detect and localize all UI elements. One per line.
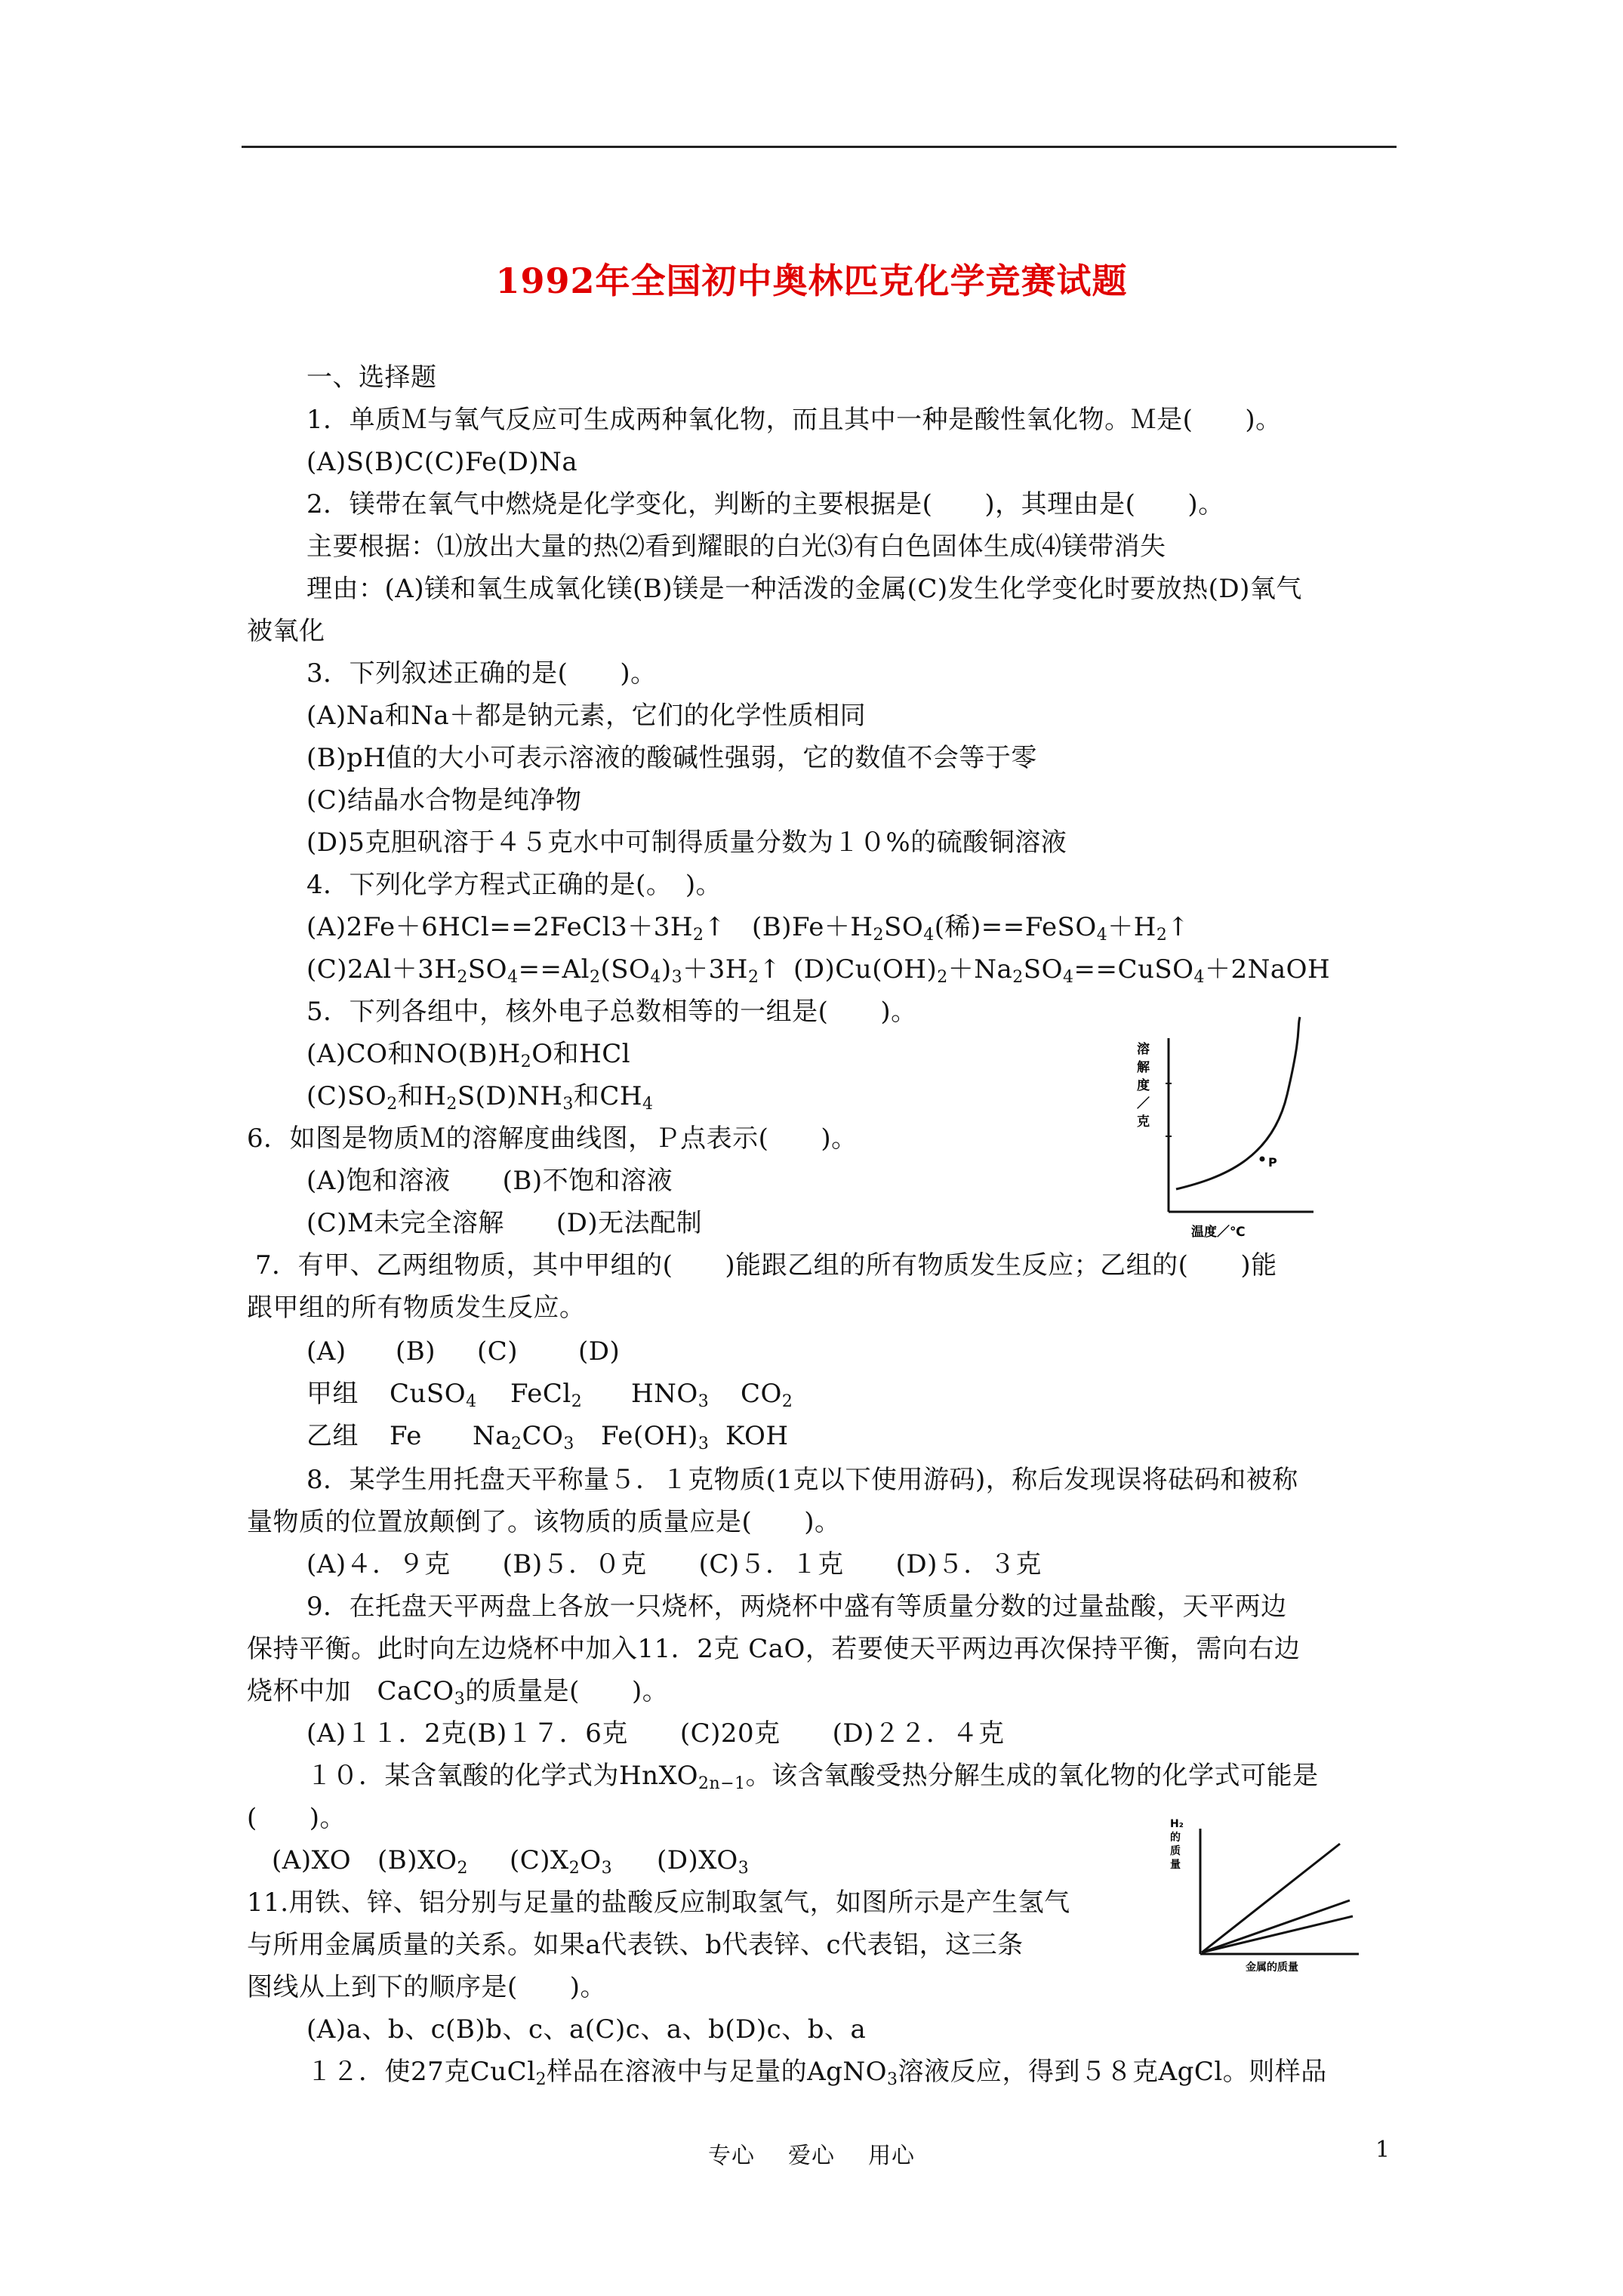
- q7-stem-cont: 跟甲组的所有物质发生反应。: [247, 1293, 586, 1323]
- q4-option-d: $(D)Cu(OH)_2+Na_2SO_4==CuSO_4+2NaOH$: [793, 954, 1331, 987]
- solubility-curve-figure: [1132, 1008, 1329, 1242]
- q9-stem: 9．在托盘天平两盘上各放一只烧杯，两烧杯中盛有等质量分数的过量盐酸，天平两边: [306, 1592, 1287, 1622]
- q9-stem-end: 烧杯中加 CaCO$_3$的质量是( )。: [247, 1676, 669, 1709]
- q9-stem-cont: 保持平衡。此时向左边烧杯中加入11．2克 CaO，若要使天平两边再次保持平衡，需向右边: [247, 1634, 1301, 1664]
- footer-text-2: 爱心: [788, 2143, 835, 2169]
- q7-col-d: (D): [578, 1336, 621, 1367]
- solubility-curve: [1176, 1017, 1300, 1189]
- q6-options-ab: (A)饱和溶液 (B)不饱和溶液: [306, 1166, 673, 1196]
- q8-options: (A)４．９克 (B)５．０克 (C)５．１克 (D)５．３克: [306, 1549, 1042, 1579]
- q10-stem-cont: ( )。: [247, 1803, 346, 1833]
- q11-options: (A)a、b、c(B)b、c、a(C)c、a、b(D)c、b、a: [306, 2014, 867, 2045]
- q7-group-yi: 乙组 Fe $Na_2CO_3$ $Fe(OH)_3$ KOH: [306, 1421, 789, 1453]
- footer-text-1: 专心: [708, 2143, 755, 2169]
- q1-stem: 1．单质Ｍ与氧气反应可生成两种氧化物，而且其中一种是酸性氧化物。Ｍ是( )。: [306, 405, 1282, 435]
- q4-options-cd: [306, 954, 1330, 985]
- q4-option-c: $(C)2Al+3H_2SO_4==Al_2(SO_4)_3+3H_2↑$: [306, 954, 781, 987]
- q7-group-jia: 甲组 CuSO$_4$ FeCl$_2$ $HNO_3$ $CO_2$: [306, 1379, 793, 1411]
- x-label: 温度／℃: [1191, 1225, 1246, 1240]
- q6-stem: 6．如图是物质Ｍ的溶解度曲线图，Ｐ点表示( )。: [247, 1123, 858, 1154]
- q9-options: (A)１１．2克(B)１７．6克 (C)20克 (D)２２．４克: [306, 1718, 1005, 1749]
- q2-reason: 理由：(A)镁和氧生成氧化镁(B)镁是一种活泼的金属(C)发生化学变化时要放热(D)氧气: [306, 574, 1302, 604]
- q3-option-b: (B)pH值的大小可表示溶液的酸碱性强弱，它的数值不会等于零: [306, 743, 1037, 773]
- q11-stem: 11.用铁、锌、铝分别与足量的盐酸反应制取氢气，如图所示是产生氢气: [247, 1888, 1070, 1918]
- q3-stem: 3．下列叙述正确的是( )。: [306, 658, 657, 689]
- y-label-4: ／: [1137, 1096, 1150, 1111]
- q4-stem: 4．下列化学方程式正确的是(。 )。: [306, 870, 722, 900]
- q11-stem-end: 图线从上到下的顺序是( )。: [247, 1972, 607, 2002]
- point-p-label: P: [1268, 1155, 1277, 1170]
- q11-stem-cont: 与所用金属质量的关系。如果a代表铁、b代表锌、c代表铝，这三条: [247, 1930, 1024, 1960]
- q3-option-c: (C)结晶水合物是纯净物: [306, 785, 582, 815]
- point-p: [1260, 1157, 1265, 1162]
- footer-text-3: 用心: [868, 2143, 915, 2169]
- y-label-2: 的: [1170, 1832, 1181, 1844]
- y-label-1: H₂: [1170, 1818, 1184, 1830]
- q3-option-d: (D)5克胆矾溶于４５克水中可制得质量分数为１０%的硫酸铜溶液: [306, 827, 1067, 858]
- y-label-1: 溶: [1137, 1042, 1150, 1057]
- q2-reason-cont: 被氧化: [247, 616, 325, 646]
- q2-basis: 主要根据：⑴放出大量的热⑵看到耀眼的白光⑶有白色固体生成⑷镁带消失: [306, 532, 1166, 562]
- q7-columns: [306, 1336, 620, 1367]
- q7-col-a: (A): [306, 1336, 346, 1367]
- page-number: 1: [1375, 2137, 1390, 2163]
- q5-stem: 5．下列各组中，核外电子总数相等的一组是( )。: [306, 997, 917, 1027]
- q2-stem: 2．镁带在氧气中燃烧是化学变化，判断的主要根据是( )，其理由是( )。: [306, 489, 1224, 519]
- y-label-3: 质: [1170, 1845, 1181, 1857]
- y-label-5: 克: [1137, 1114, 1150, 1130]
- q5-options-cd: $(C)SO_2$和$H_2S(D)NH_3$和$CH_4$: [306, 1081, 654, 1114]
- q3-option-a: (A)Na和Na＋都是钠元素，它们的化学性质相同: [306, 701, 867, 731]
- header-rule: [242, 146, 1397, 148]
- y-label-4: 量: [1170, 1859, 1181, 1871]
- hydrogen-mass-figure: [1140, 1814, 1366, 1980]
- q12-stem: １２．使27克CuCl$_2$样品在溶液中与足量的AgNO$_3$溶液反应，得到５８克AgCl。则样品: [306, 2057, 1327, 2089]
- q10-stem: １０．某含氧酸的化学式为HnXO$_{2n-1}$。该含氧酸受热分解生成的氧化物的化学式可能是: [306, 1761, 1319, 1793]
- x-label: 金属的质量: [1246, 1962, 1298, 1974]
- q5-options-ab: (A)CO和$NO(B)H_2O$和HCl: [306, 1039, 631, 1071]
- q8-stem: 8．某学生用托盘天平称量５．１克物质(1克以下使用游码)，称后发现误将砝码和被称: [306, 1465, 1298, 1495]
- q6-options-cd: (C)M未完全溶解 (D)无法配制: [306, 1208, 703, 1238]
- q8-stem-cont: 量物质的位置放颠倒了。该物质的质量应是( )。: [247, 1507, 841, 1537]
- q1-options: (A)S(B)C(C)Fe(D)Na: [306, 447, 578, 477]
- q4-option-a: $(A)2Fe+6HCl==2FeCl3+3H_2↑$: [306, 912, 726, 945]
- q7-col-b: (B): [396, 1336, 436, 1367]
- page-title: 1992年全国初中奥林匹克化学竞赛试题: [495, 260, 1128, 301]
- q4-options-ab: [306, 912, 1190, 945]
- q4-option-b: $(B)Fe+H_2SO_4$(稀)$==FeSO_4+H_2↑$: [752, 912, 1190, 945]
- q7-stem: 7．有甲、乙两组物质，其中甲组的( )能跟乙组的所有物质发生反应；乙组的( )能: [255, 1250, 1277, 1281]
- q7-col-c: (C): [477, 1336, 519, 1367]
- y-label-3: 度: [1137, 1078, 1150, 1093]
- q10-options: (A)XO $(B)XO_2$ $(C)X_2O_3$ $(D)XO_3$: [272, 1845, 750, 1878]
- y-label-2: 解: [1137, 1060, 1150, 1075]
- line-middle: [1202, 1900, 1350, 1952]
- section-heading: 一、选择题: [306, 362, 437, 393]
